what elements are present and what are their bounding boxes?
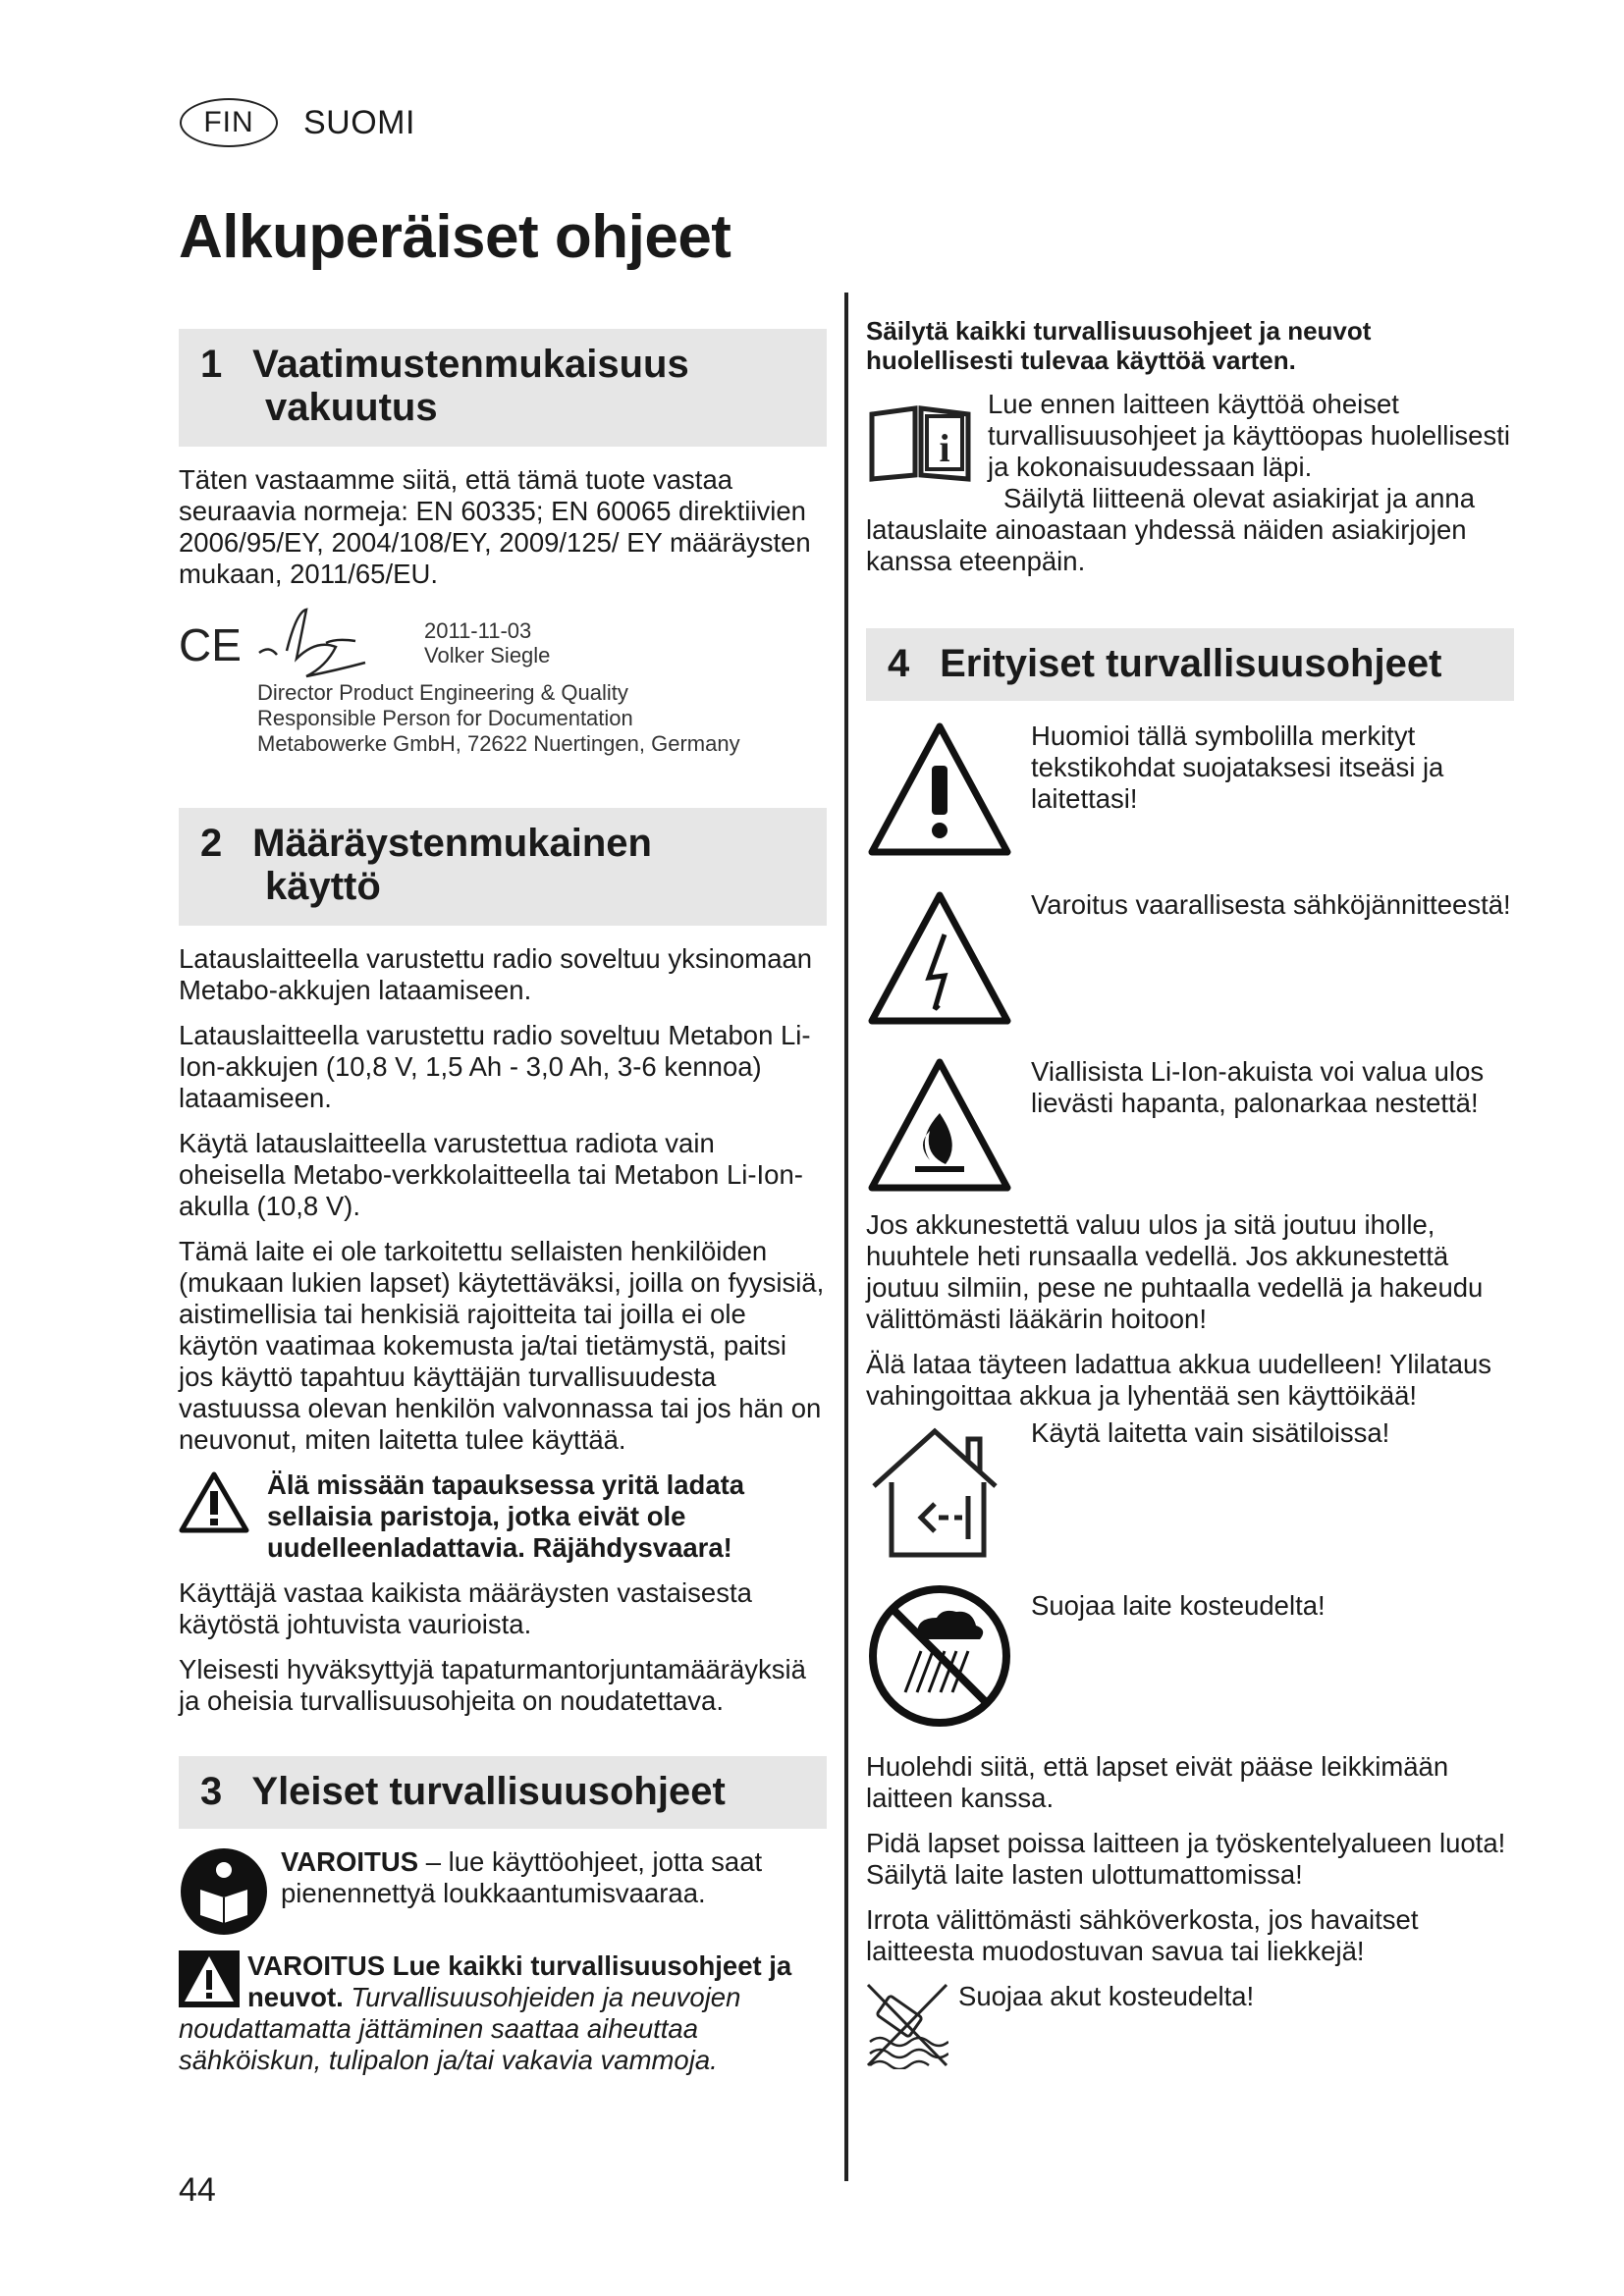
keep-instructions: Säilytä kaikki turvallisuusohjeet ja neuvot huolellisesti tulevaa käyttöä varten. <box>866 316 1372 375</box>
read-instructions: i Lue ennen laitteen käyttöä oheiset turvallisuusohjeet ja käyttöopas huolellisesti ja kokonaisuudessaan läpi. Säilytä liitteenä olevat asiakirjat ja anna latauslaite ainoastaan yhdessä näiden asiakirjojen kanssa eteenpäin. <box>866 389 1510 576</box>
warning-triangle-icon <box>866 721 1013 858</box>
flammable-hazard-icon <box>866 1056 1013 1194</box>
house-indoor-icon <box>866 1417 1013 1565</box>
language-indicator <box>180 98 415 147</box>
signer-info <box>424 618 550 667</box>
read-manual-icon <box>179 1846 269 1937</box>
column-divider <box>844 293 848 2181</box>
warning-box-icon <box>179 1950 240 2007</box>
right-column: Säilytä kaikki turvallisuusohjeet ja neuvot huolellisesti tulevaa käyttöä varten. i Lue ennen laitteen käyttöä oheiset turvallisuusohjeet ja käyttöopas huolellisesti ja kokonaisuudessaan läpi. Säilytä liitteenä olevat asiakirjat ja anna latauslaite ainoastaan yhdessä näiden asiakirjojen kanssa eteenpäin. 4 Erityiset turvallisuusohjeet Huomioi tällä symbolilla merkityt tekstikohdat suojataksesi itseäsi ja laitettasi! Varoitus vaarallisesta sähköjännitteestä! Viallisista Li-Ion-akuista voi valua ulos lievästi hapanta, palonarkaa nestettä! Jos akkunestettä valuu ulos ja sitä joutuu iholle, huuhtele heti runsaalla vedellä. Jos akkunestettä joutuu silmiin, pese ne puhtaalla vedellä ja hakeudu välittömästi lääkärin hoitoon! Älä lataa täyteen ladattua akkua uudelleen! Ylilataus vahingoittaa akkua ja lyhentää sen käyttöikää! Käytä laitetta vain sisätiloissa! Suojaa laite kosteudelta! Huolehdi siitä, että lapset eivät pääse leikkimään laitteen kanssa. Pidä lapset poissa laitteen ja työskentelyalueen luota! Säilytä laite lasten ulottumattomissa! Irrota välittömästi sähköverkosta, jos havaitset laitteesta muodostuvan savua tai liekkejä! Suojaa akut kosteudelta! <box>866 316 1514 2069</box>
explosion-warning: Älä missään tapauksessa yritä ladata sellaisia paristoja, jotka eivät ole uudelleenladattavia. Räjähdysvaara! <box>179 1469 827 1564</box>
section-2-heading: 2 Määräystenmukainen käyttö <box>179 808 827 926</box>
electric-hazard-item: Varoitus vaarallisesta sähköjännitteestä! <box>866 878 1514 1048</box>
signature-date: 2011-11-03 <box>424 618 532 643</box>
handwritten-signature <box>259 610 365 676</box>
section-1-body: Täten vastaamme siitä, että tämä tuote vastaa seuraavia normeja: EN 60335; EN 60065 direktiivien 2006/95/EY, 2004/108/EY, 2009/125/ EY määräysten mukaan, 2011/65/EU. <box>179 464 811 589</box>
declaration-signature <box>179 604 827 780</box>
battery-humidity-item: Suojaa akut kosteudelta! <box>866 1981 1514 2069</box>
caution-symbol-item: Huomioi tällä symbolilla merkityt tekstikohdat suojataksesi itseäsi ja laitettasi! <box>866 721 1514 878</box>
page-title: Alkuperäiset ohjeet <box>179 203 731 271</box>
read-manual-warning: VAROITUS – lue käyttöohjeet, jotta saat pienennettyä loukkaantumisvaaraa. <box>179 1846 827 1937</box>
signer-roles: Director Product Engineering & Quality Responsible Person for Documentation Metabowerke GmbH, 72622 Nuertingen, Germany <box>257 680 740 756</box>
section-1-heading: 1 Vaatimustenmukaisuus vakuutus <box>179 329 827 447</box>
info-booklet-icon <box>866 400 976 483</box>
electric-hazard-icon <box>866 889 1013 1027</box>
warning-triangle-icon <box>179 1471 249 1534</box>
ce-mark: CE <box>179 619 242 670</box>
general-warning: VAROITUS Lue kaikki turvallisuusohjeet ja neuvot. Turvallisuusohjeiden ja neuvojen noudattamatta jättäminen saattaa aiheuttaa sähköiskun, tulipalon ja/tai vakavia vammoja. <box>179 1950 792 2075</box>
no-rain-icon <box>866 1582 1013 1730</box>
page-number: 44 <box>179 2171 216 2209</box>
language-code-badge: FIN <box>180 98 278 147</box>
indoor-use-item: Käytä laitetta vain sisätiloissa! <box>866 1417 1514 1582</box>
section-4-heading: 4 Erityiset turvallisuusohjeet <box>866 628 1514 701</box>
left-column <box>179 329 827 2076</box>
svg-text:i: i <box>939 426 950 470</box>
section-3-heading: 3 Yleiset turvallisuusohjeet <box>179 1756 827 1829</box>
signer-name: Volker Siegle <box>424 643 551 667</box>
language-name: SUOMI <box>303 103 415 141</box>
flammable-liquid-item: Viallisista Li-Ion-akuista voi valua ulos lievästi hapanta, palonarkaa nestettä! <box>866 1048 1514 1209</box>
humidity-protection-item: Suojaa laite kosteudelta! <box>866 1582 1514 1751</box>
battery-water-icon <box>866 1981 948 2069</box>
section-2-body: Latauslaitteella varustettu radio soveltuu yksinomaan Metabo-akkujen lataamiseen. Latauslaitteella varustettu radio soveltuu Metabon Li-Ion-akkujen (10,8 V, 1,5 Ah - 3,0 Ah, 3-6 kennoa) lataamiseen. Käytä latauslaitteella varustettua radiota vain oheisella Metabo-verkkolaitteella tai Metabon Li-Ion-akulla (10,8 V). Tämä laite ei ole tarkoitettu sellaisten henkilöiden (mukaan lukien lapset) käytettäväksi, joilla on fyysisiä, aistimellisia tai henkisiä rajoitteita tai joilla ei ole käytön vaatimaa kokemusta ja/tai tietämystä, paitsi jos käyttö tapahtuu käyttäjän turvallisuudesta vastuussa olevan henkilön valvonnassa tai jos hän on neuvonut, miten laitetta tulee käyttää. Älä missään tapauksessa yritä ladata sellaisia paristoja, jotka eivät ole uudelleenladattavia. Räjähdysvaara! Käyttäjä vastaa kaikista määräysten vastaisesta käytöstä johtuvista vaurioista. Yleisesti hyväksyttyjä tapaturmantorjuntamääräyksiä ja oheisia turvallisuusohjeita on noudatettava. <box>179 943 827 1717</box>
